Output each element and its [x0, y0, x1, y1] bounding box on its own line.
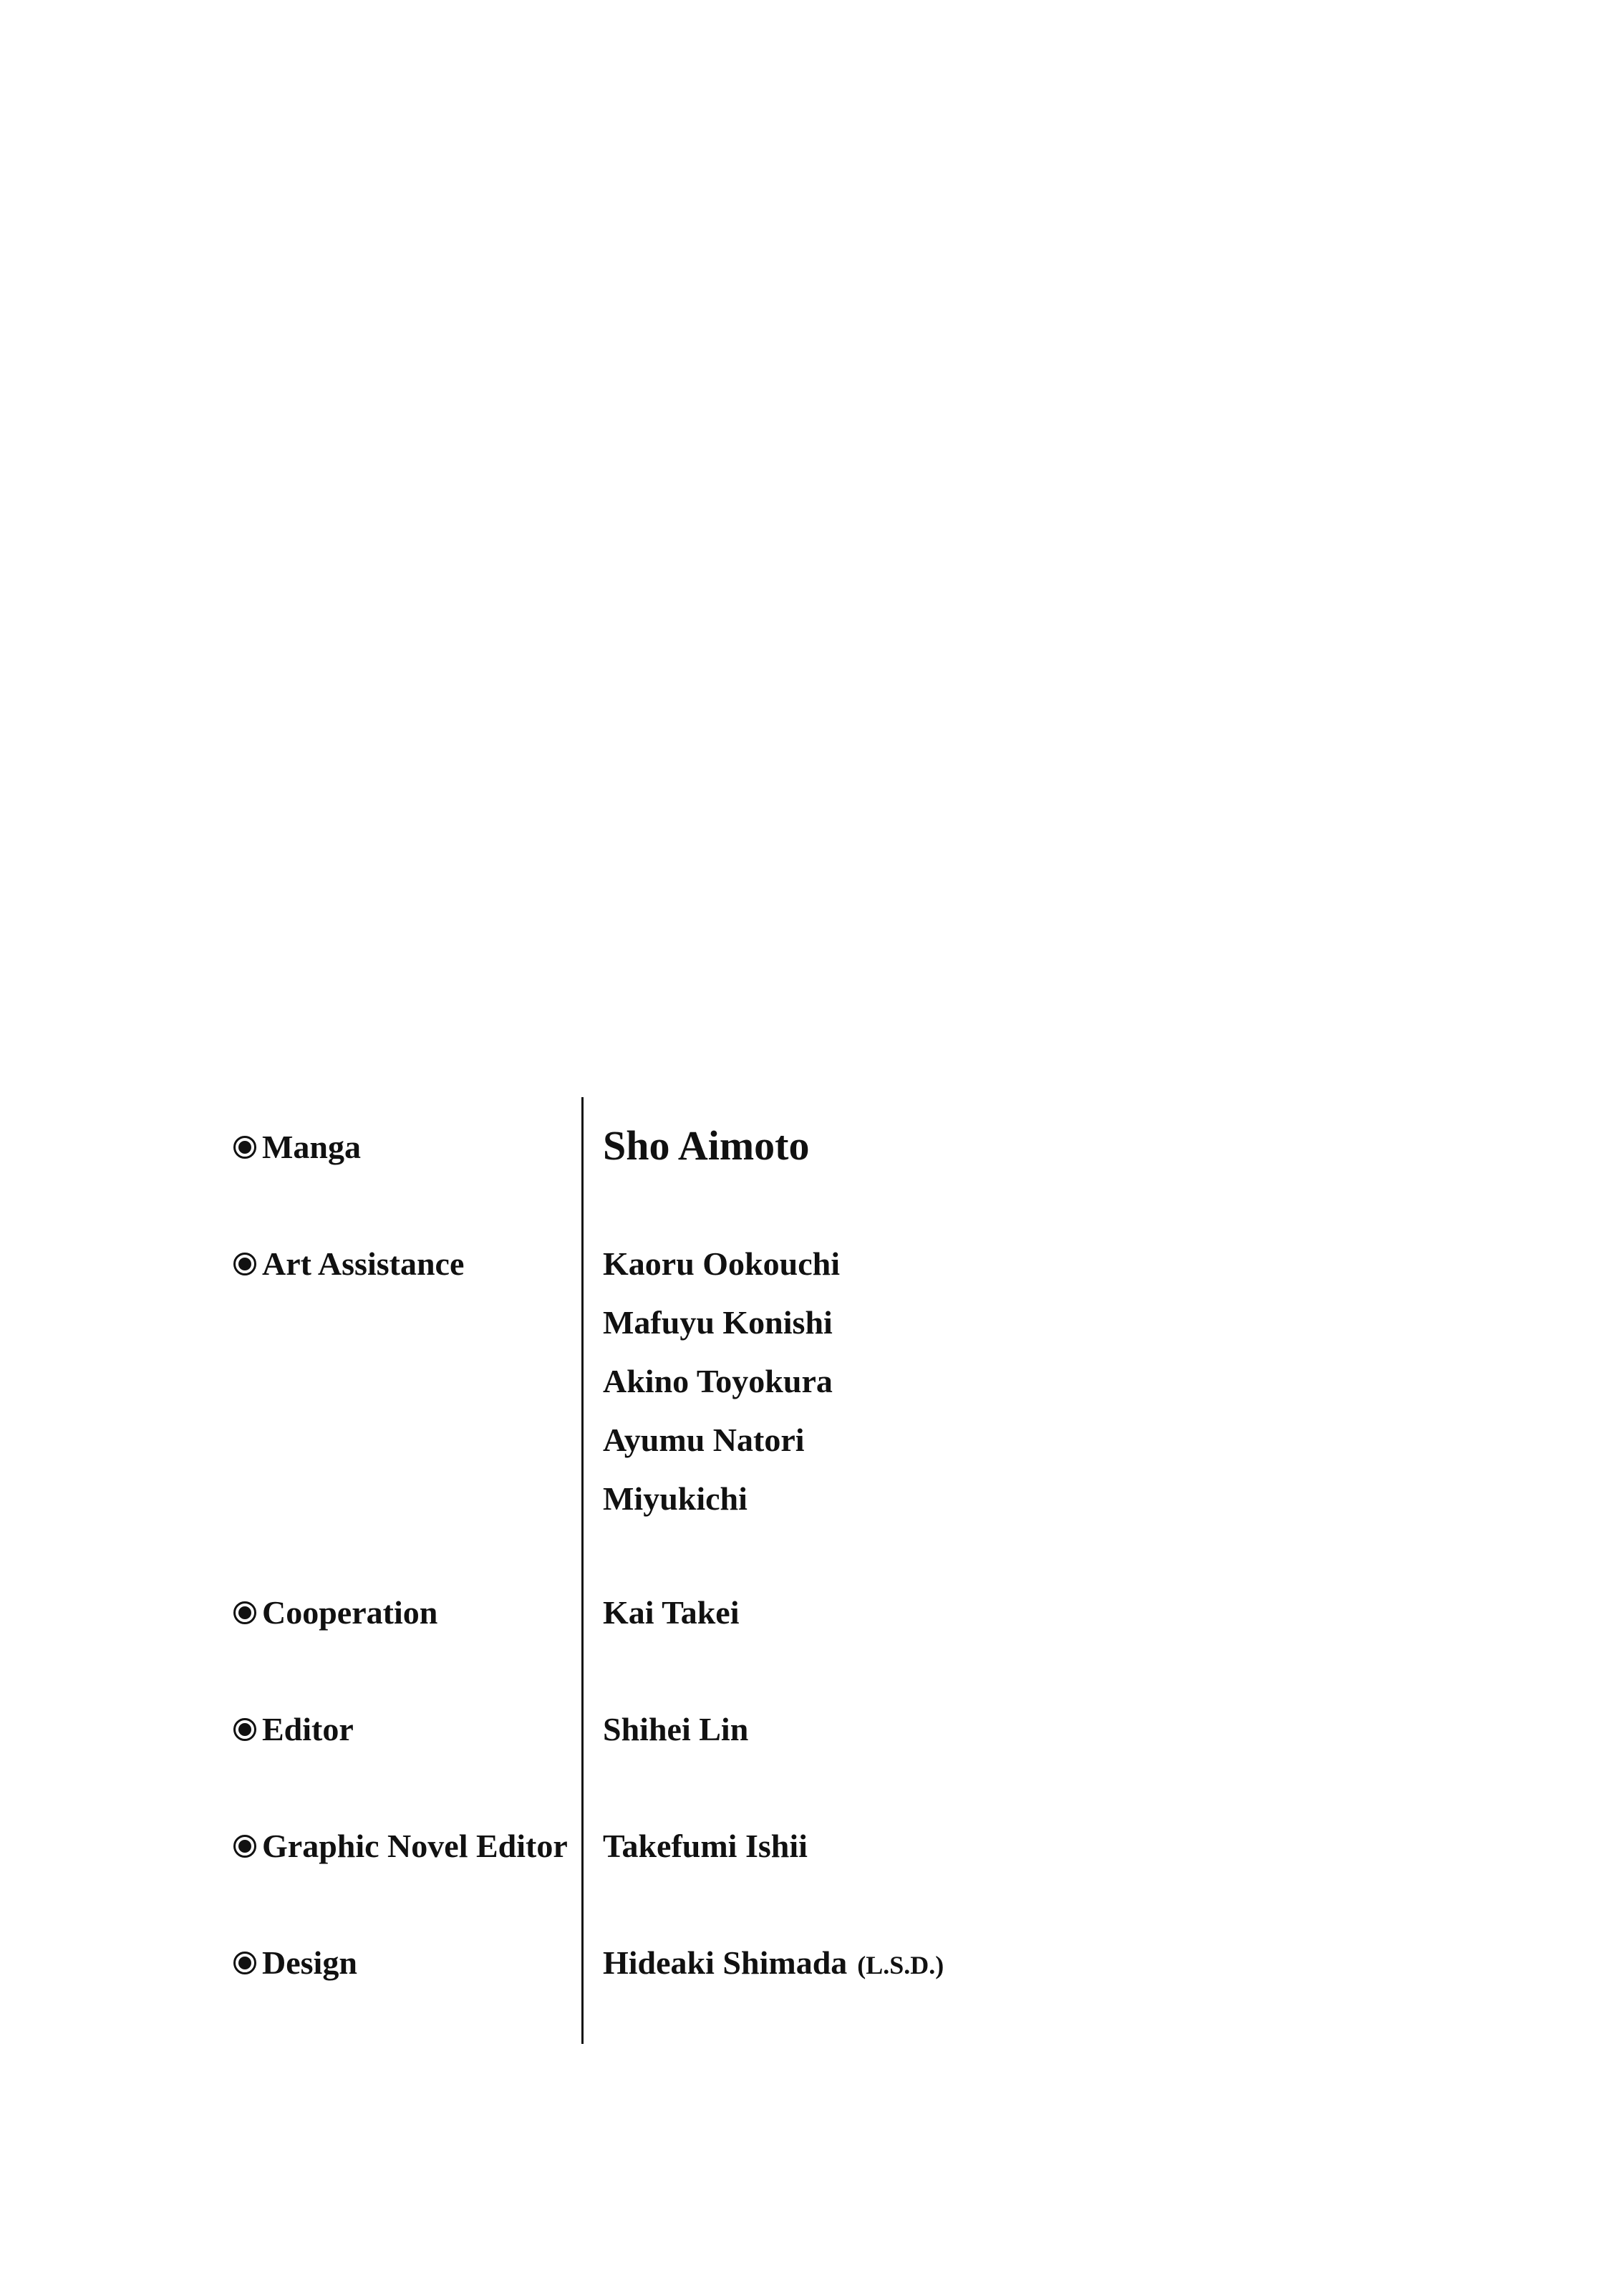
credit-name-hideaki-shimada	[603, 1942, 944, 1987]
fisheye-bullet-icon	[233, 1253, 256, 1275]
fisheye-bullet-icon	[233, 1718, 256, 1741]
fisheye-bullet-icon	[233, 1601, 256, 1624]
credit-name-takefumi-ishii: Takefumi Ishii	[603, 1828, 808, 1864]
credit-role-label: Art Assistance	[262, 1245, 465, 1282]
credit-name-akino-toyokura: Akino Toyokura	[603, 1363, 833, 1399]
credit-role-graphic-novel-editor	[233, 1825, 568, 1868]
fisheye-bullet-icon	[233, 1952, 256, 1974]
credit-role-label: Graphic Novel Editor	[262, 1828, 568, 1864]
fisheye-bullet-icon	[233, 1835, 256, 1858]
credit-name-miyukichi: Miyukichi	[603, 1480, 748, 1517]
credit-role-label: Manga	[262, 1129, 361, 1165]
credit-name-mafuyu-konishi: Mafuyu Konishi	[603, 1304, 833, 1341]
credit-name-kaoru-ookouchi: Kaoru Ookouchi	[603, 1245, 841, 1282]
credit-role-label: Editor	[262, 1711, 354, 1747]
credit-role-label: Cooperation	[262, 1594, 438, 1631]
credit-name-ayumu-natori: Ayumu Natori	[603, 1422, 805, 1458]
credit-name-sho-aimoto: Sho Aimoto	[603, 1122, 810, 1169]
credit-name-text: Hideaki Shimada	[603, 1944, 848, 1981]
credit-name-suffix: (L.S.D.)	[857, 1951, 944, 1979]
credit-role-editor	[233, 1708, 354, 1751]
credit-name-shihei-lin: Shihei Lin	[603, 1711, 749, 1747]
credit-role-label: Design	[262, 1944, 357, 1981]
credit-role-design	[233, 1942, 357, 1984]
credit-role-art-assistance	[233, 1243, 464, 1286]
credit-name-kai-takei: Kai Takei	[603, 1594, 740, 1631]
credit-role-cooperation	[233, 1591, 437, 1634]
credits-divider-line	[581, 1097, 584, 2044]
credit-role-manga	[233, 1126, 361, 1169]
fisheye-bullet-icon	[233, 1136, 256, 1159]
